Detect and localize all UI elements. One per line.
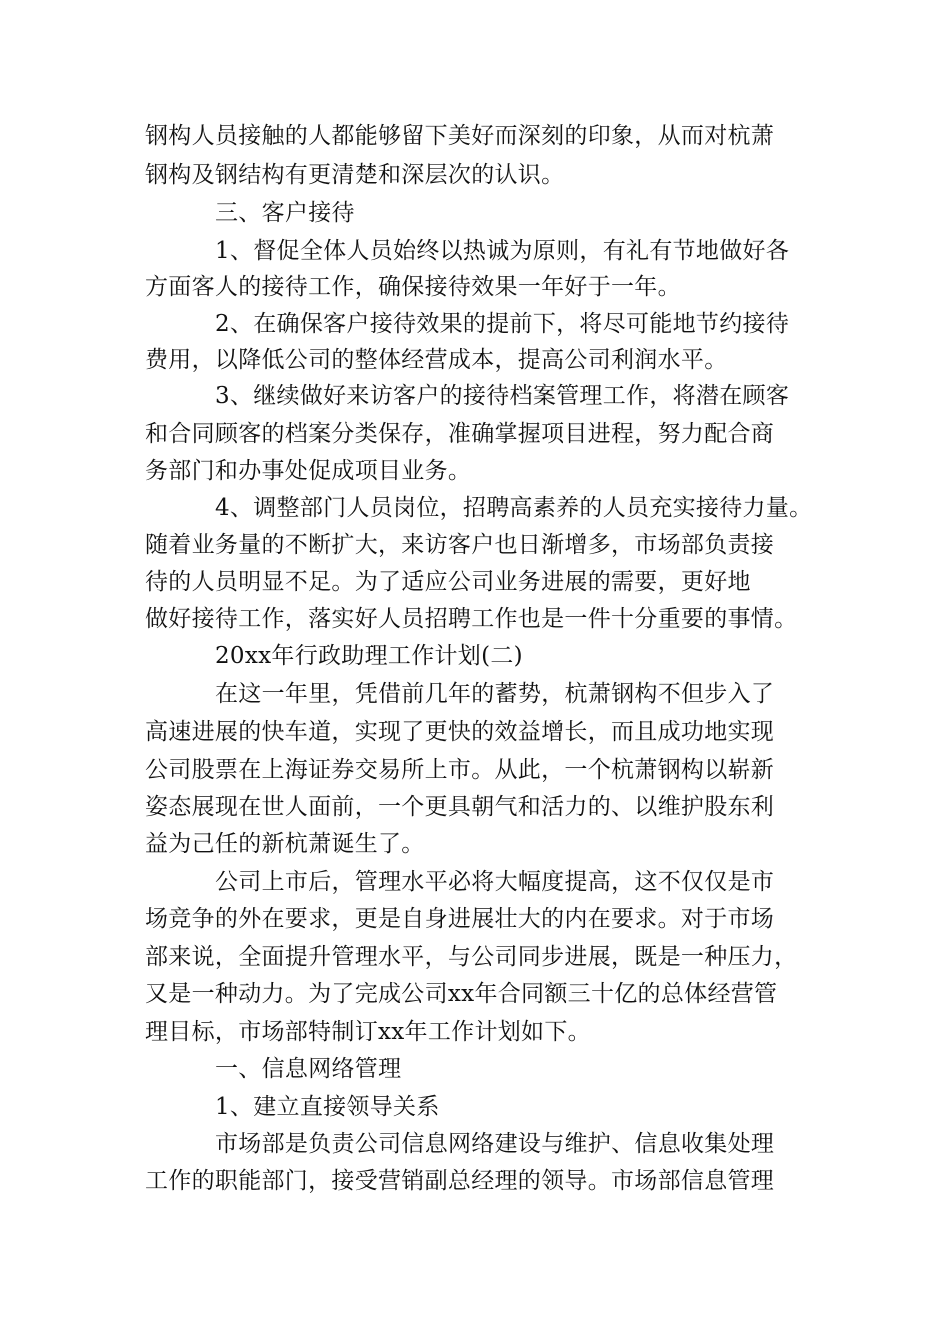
- text-line: 姿态展现在世人面前，一个更具朝气和活力的、以维护股东利: [145, 794, 775, 820]
- text-line: 待的人员明显不足。为了适应公司业务进展的需要，更好地: [145, 569, 751, 595]
- text-line: 在这一年里，凭借前几年的蓄势，杭萧钢构不但步入了: [215, 681, 775, 707]
- text-line: 益为己任的新杭萧诞生了。: [145, 831, 425, 857]
- text-line: 费用，以降低公司的整体经营成本，提高公司利润水平。: [145, 347, 728, 373]
- text-line: 和合同顾客的档案分类保存，准确掌握项目进程，努力配合商: [145, 421, 775, 447]
- text-line: 又是一种动力。为了完成公司xx年合同额三十亿的总体经营管: [145, 981, 778, 1007]
- text-line: 随着业务量的不断扩大，来访客户也日渐增多，市场部负责接: [145, 532, 775, 558]
- section-heading: 一、信息网络管理: [215, 1056, 402, 1082]
- subsection-heading: 1、建立直接领导关系: [215, 1094, 440, 1120]
- text-line: 4、调整部门人员岗位，招聘高素养的人员充实接待力量。: [215, 495, 813, 521]
- text-line: 部来说，全面提升管理水平，与公司同步进展，既是一种压力，: [145, 944, 798, 970]
- text-line: 工作的职能部门，接受营销副总经理的领导。市场部信息管理: [145, 1168, 775, 1194]
- text-line: 2、在确保客户接待效果的提前下，将尽可能地节约接待: [215, 311, 790, 337]
- text-line: 公司上市后，管理水平必将大幅度提高，这不仅仅是市: [215, 869, 775, 895]
- section-heading: 三、客户接待: [215, 200, 355, 226]
- text-line: 钢构人员接触的人都能够留下美好而深刻的印象，从而对杭萧: [145, 123, 775, 149]
- text-line: 高速进展的快车道，实现了更快的效益增长，而且成功地实现: [145, 719, 775, 745]
- text-line: 1、督促全体人员始终以热诚为原则，有礼有节地做好各: [215, 238, 790, 264]
- text-line: 理目标，市场部特制订xx年工作计划如下。: [145, 1019, 591, 1045]
- text-line: 市场部是负责公司信息网络建设与维护、信息收集处理: [215, 1131, 775, 1157]
- text-line: 场竞争的外在要求，更是自身进展壮大的内在要求。对于市场: [145, 906, 775, 932]
- text-line: 务部门和办事处促成项目业务。: [145, 458, 472, 484]
- section-heading: 20xx年行政助理工作计划(二): [215, 643, 523, 669]
- text-line: 公司股票在上海证券交易所上市。从此，一个杭萧钢构以崭新: [145, 757, 775, 783]
- text-line: 方面客人的接待工作，确保接待效果一年好于一年。: [145, 274, 681, 300]
- text-line: 钢构及钢结构有更清楚和深层次的认识。: [145, 162, 565, 188]
- text-line: 做好接待工作，落实好人员招聘工作也是一件十分重要的事情。: [145, 606, 798, 632]
- text-line: 3、继续做好来访客户的接待档案管理工作，将潜在顾客: [215, 383, 790, 409]
